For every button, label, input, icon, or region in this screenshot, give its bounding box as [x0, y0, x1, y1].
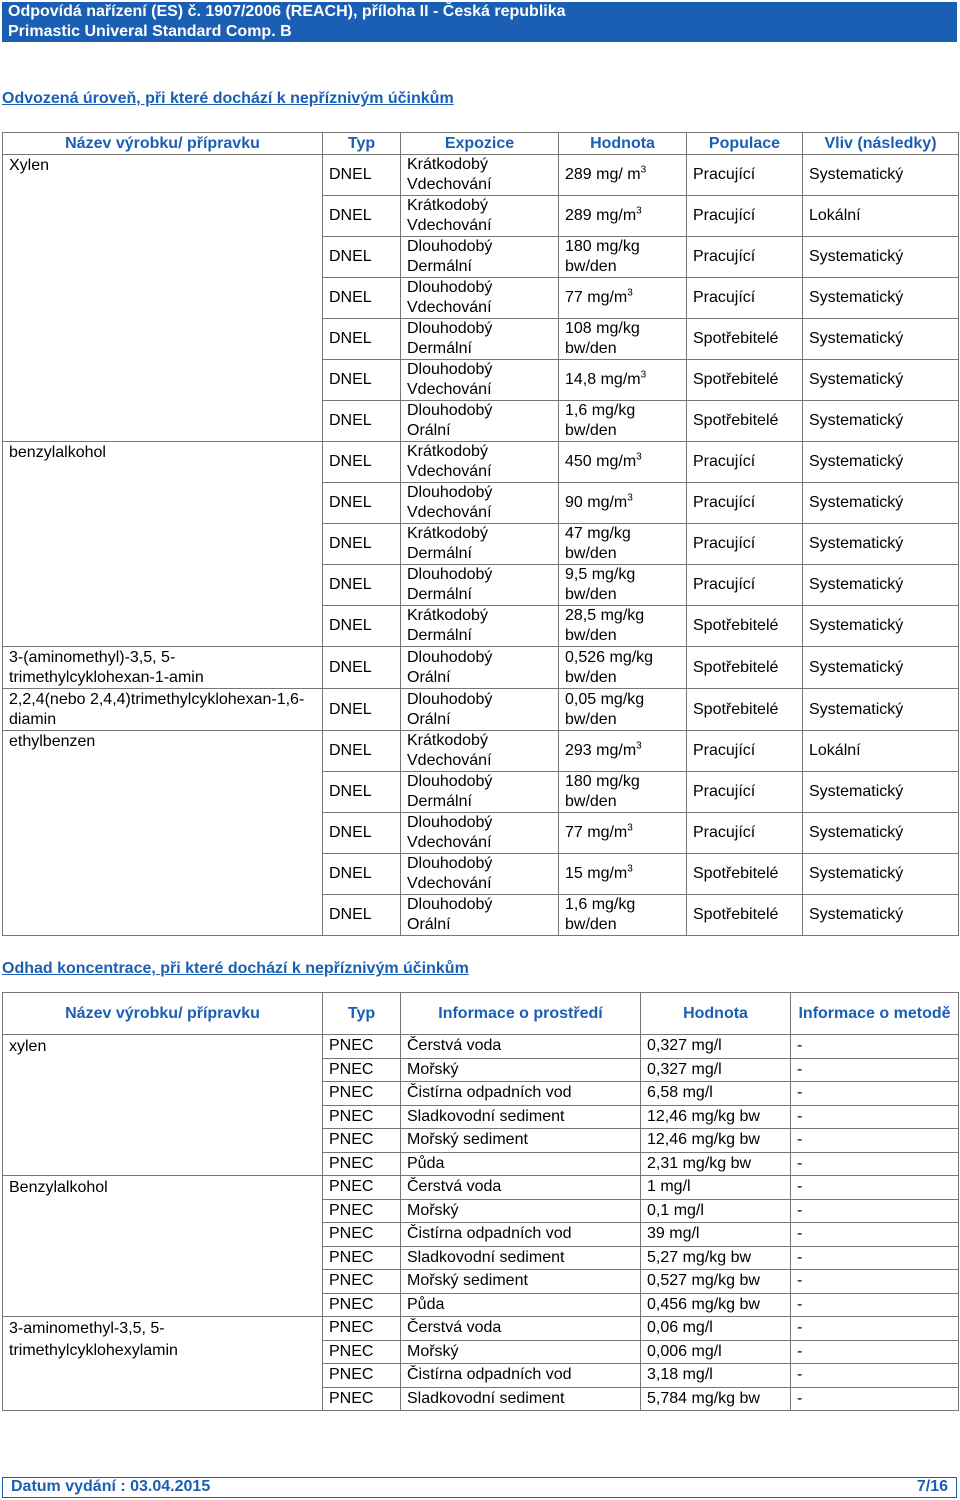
pnec-header-row	[3, 993, 959, 1035]
effect-cell: Systematický	[803, 772, 959, 813]
population-cell: Pracující	[687, 772, 803, 813]
exposure-duration: Dlouhodobý	[407, 238, 493, 255]
method-cell: -	[791, 1176, 959, 1200]
value-cell	[559, 360, 687, 401]
effect-cell: Systematický	[803, 278, 959, 319]
value-unit: bw/den	[565, 668, 617, 686]
substance-name: ethylbenzen	[3, 731, 323, 936]
value-text: 108 mg/kg	[565, 320, 640, 337]
environment-cell: Čistírna odpadních vod	[401, 1364, 641, 1388]
pnec-section-title: Odhad koncentrace, při které dochází k nepříznivým účinkům	[2, 960, 469, 977]
exposure-duration: Krátkodobý	[407, 197, 488, 214]
value-cell	[559, 442, 687, 483]
value-cell: 5,27 mg/kg bw	[641, 1246, 791, 1270]
value-cell	[559, 689, 687, 731]
document-header	[2, 2, 957, 42]
value-text: 47 mg/kg	[565, 525, 631, 542]
type-cell: DNEL	[323, 689, 401, 731]
exposure-cell	[401, 772, 559, 813]
value-amount	[565, 165, 680, 185]
type-cell: DNEL	[323, 606, 401, 647]
method-cell: -	[791, 1082, 959, 1106]
exposure-route: Dermální	[407, 627, 472, 644]
value-text: 289 mg/ m	[565, 166, 641, 183]
substance-name: 2,2,4(nebo 2,4,4)trimethylcyklohexan-1,6-diamin	[3, 689, 323, 731]
population-cell: Pracující	[687, 442, 803, 483]
col-header-name: Název výrobku/ přípravku	[3, 993, 323, 1035]
exposure-cell	[401, 196, 559, 237]
value-cell: 0,527 mg/kg bw	[641, 1270, 791, 1294]
value-exponent: 3	[640, 164, 647, 176]
dnel-row	[3, 731, 959, 772]
type-cell: DNEL	[323, 196, 401, 237]
environment-cell: Sladkovodní sediment	[401, 1246, 641, 1270]
exposure-duration: Krátkodobý	[407, 156, 488, 173]
value-cell	[559, 401, 687, 442]
type-cell: PNEC	[323, 1270, 401, 1294]
exposure-duration: Krátkodobý	[407, 443, 488, 460]
substance-name: 3-(aminomethyl)-3,5, 5-trimethylcyklohexan-1-amin	[3, 647, 323, 689]
type-cell: DNEL	[323, 647, 401, 689]
type-cell: DNEL	[323, 895, 401, 936]
exposure-cell	[401, 689, 559, 731]
value-cell: 0,456 mg/kg bw	[641, 1293, 791, 1317]
col-header-type: Typ	[323, 133, 401, 155]
method-cell: -	[791, 1223, 959, 1247]
value-text: 77 mg/m	[565, 289, 628, 306]
value-cell	[559, 606, 687, 647]
effect-cell: Systematický	[803, 442, 959, 483]
value-amount	[565, 741, 680, 761]
type-cell: PNEC	[323, 1152, 401, 1176]
value-text: 90 mg/m	[565, 494, 628, 511]
value-cell	[559, 647, 687, 689]
population-cell: Pracující	[687, 237, 803, 278]
value-cell: 2,31 mg/kg bw	[641, 1152, 791, 1176]
exposure-duration: Dlouhodobý	[407, 855, 493, 872]
value-exponent: 3	[636, 740, 642, 752]
product-name: Primastic Univeral Standard Comp. B	[8, 23, 292, 40]
value-cell: 12,46 mg/kg bw	[641, 1105, 791, 1129]
value-unit: bw/den	[565, 916, 617, 933]
exposure-route: Dermální	[407, 793, 472, 810]
value-amount	[565, 319, 680, 339]
exposure-duration: Dlouhodobý	[407, 566, 493, 583]
value-cell	[559, 731, 687, 772]
exposure-duration: Dlouhodobý	[407, 896, 493, 913]
environment-cell: Sladkovodní sediment	[401, 1105, 641, 1129]
exposure-route: Orální	[407, 916, 451, 933]
value-unit: bw/den	[565, 422, 617, 439]
value-cell	[559, 524, 687, 565]
exposure-route: Orální	[407, 422, 451, 439]
method-cell: -	[791, 1364, 959, 1388]
exposure-duration: Krátkodobý	[407, 525, 488, 542]
pnec-table	[2, 992, 959, 1411]
value-amount	[565, 524, 680, 544]
exposure-route: Orální	[407, 710, 451, 728]
type-cell: PNEC	[323, 1246, 401, 1270]
type-cell: DNEL	[323, 360, 401, 401]
col-header-value: Hodnota	[641, 993, 791, 1035]
value-cell: 3,18 mg/l	[641, 1364, 791, 1388]
exposure-cell	[401, 155, 559, 196]
exposure-route: Dermální	[407, 258, 472, 275]
method-cell: -	[791, 1246, 959, 1270]
type-cell: PNEC	[323, 1317, 401, 1341]
type-cell: DNEL	[323, 731, 401, 772]
value-cell	[559, 565, 687, 606]
population-cell: Pracující	[687, 731, 803, 772]
value-cell	[559, 278, 687, 319]
effect-cell: Systematický	[803, 360, 959, 401]
value-cell: 39 mg/l	[641, 1223, 791, 1247]
method-cell: -	[791, 1199, 959, 1223]
effect-cell: Systematický	[803, 689, 959, 731]
value-cell: 0,006 mg/l	[641, 1340, 791, 1364]
type-cell: PNEC	[323, 1129, 401, 1153]
type-cell: PNEC	[323, 1199, 401, 1223]
type-cell: PNEC	[323, 1035, 401, 1059]
value-text: 9,5 mg/kg	[565, 566, 636, 583]
value-exponent: 3	[627, 287, 633, 299]
value-text: 289 mg/m	[565, 207, 637, 224]
exposure-duration: Dlouhodobý	[407, 690, 493, 708]
type-cell: DNEL	[323, 237, 401, 278]
population-cell: Spotřebitelé	[687, 854, 803, 895]
value-amount	[565, 206, 680, 226]
environment-cell: Mořský	[401, 1199, 641, 1223]
effect-cell: Systematický	[803, 895, 959, 936]
value-text: 14,8 mg/m	[565, 371, 641, 388]
dnel-row	[3, 647, 959, 689]
environment-cell: Sladkovodní sediment	[401, 1387, 641, 1411]
value-cell	[559, 237, 687, 278]
type-cell: DNEL	[323, 155, 401, 196]
value-cell	[559, 483, 687, 524]
method-cell: -	[791, 1152, 959, 1176]
method-cell: -	[791, 1105, 959, 1129]
value-cell	[559, 772, 687, 813]
exposure-cell	[401, 442, 559, 483]
exposure-route: Vdechování	[407, 875, 492, 892]
value-cell	[559, 319, 687, 360]
value-text: 15 mg/m	[565, 865, 628, 882]
population-cell: Pracující	[687, 483, 803, 524]
type-cell: DNEL	[323, 813, 401, 854]
type-cell: DNEL	[323, 483, 401, 524]
exposure-duration: Dlouhodobý	[407, 361, 493, 378]
exposure-cell	[401, 483, 559, 524]
population-cell: Spotřebitelé	[687, 606, 803, 647]
exposure-duration: Dlouhodobý	[407, 773, 493, 790]
environment-cell: Mořský	[401, 1340, 641, 1364]
type-cell: DNEL	[323, 524, 401, 565]
exposure-route: Vdechování	[407, 463, 492, 480]
exposure-cell	[401, 237, 559, 278]
population-cell: Pracující	[687, 155, 803, 196]
population-cell: Pracující	[687, 278, 803, 319]
exposure-cell	[401, 606, 559, 647]
value-cell: 5,784 mg/kg bw	[641, 1387, 791, 1411]
exposure-duration: Dlouhodobý	[407, 402, 493, 419]
exposure-cell	[401, 731, 559, 772]
type-cell: DNEL	[323, 565, 401, 606]
exposure-duration: Krátkodobý	[407, 732, 488, 749]
value-exponent: 3	[640, 369, 647, 381]
pnec-row	[3, 1035, 959, 1059]
type-cell: PNEC	[323, 1105, 401, 1129]
type-cell: PNEC	[323, 1364, 401, 1388]
exposure-cell	[401, 854, 559, 895]
effect-cell: Systematický	[803, 155, 959, 196]
value-text: 0,526 mg/kg	[565, 648, 654, 666]
population-cell: Spotřebitelé	[687, 895, 803, 936]
page-number: 7/16	[916, 1478, 948, 1495]
value-amount	[565, 401, 680, 421]
value-cell: 1 mg/l	[641, 1176, 791, 1200]
exposure-cell	[401, 565, 559, 606]
value-amount	[565, 237, 680, 257]
exposure-cell	[401, 278, 559, 319]
population-cell: Spotřebitelé	[687, 360, 803, 401]
page-footer	[2, 1477, 957, 1498]
exposure-duration: Dlouhodobý	[407, 320, 493, 337]
environment-cell: Čistírna odpadních vod	[401, 1223, 641, 1247]
value-unit: bw/den	[565, 545, 617, 562]
value-text: 0,05 mg/kg	[565, 690, 645, 708]
exposure-duration: Dlouhodobý	[407, 648, 493, 666]
effect-cell: Systematický	[803, 483, 959, 524]
exposure-cell	[401, 360, 559, 401]
col-header-method: Informace o metodě	[791, 993, 959, 1035]
effect-cell: Systematický	[803, 565, 959, 606]
value-cell: 0,1 mg/l	[641, 1199, 791, 1223]
value-unit: bw/den	[565, 627, 617, 644]
value-cell: 12,46 mg/kg bw	[641, 1129, 791, 1153]
environment-cell: Mořský sediment	[401, 1129, 641, 1153]
method-cell: -	[791, 1387, 959, 1411]
type-cell: DNEL	[323, 401, 401, 442]
pnec-row	[3, 1317, 959, 1341]
value-amount	[565, 565, 680, 585]
environment-cell: Čistírna odpadních vod	[401, 1082, 641, 1106]
substance-name: 3-aminomethyl-3,5, 5-trimethylcyklohexylamin	[3, 1317, 323, 1411]
value-unit: bw/den	[565, 340, 617, 357]
value-cell	[559, 196, 687, 237]
dnel-header-row	[3, 133, 959, 155]
effect-cell: Systematický	[803, 606, 959, 647]
value-text: 1,6 mg/kg	[565, 402, 636, 419]
population-cell: Pracující	[687, 196, 803, 237]
method-cell: -	[791, 1317, 959, 1341]
dnel-row	[3, 689, 959, 731]
value-text: 450 mg/m	[565, 453, 637, 470]
value-text: 180 mg/kg	[565, 773, 640, 790]
effect-cell: Systematický	[803, 647, 959, 689]
value-amount	[565, 895, 680, 915]
environment-cell: Čerstvá voda	[401, 1176, 641, 1200]
exposure-route: Vdechování	[407, 217, 492, 234]
value-unit: bw/den	[565, 710, 617, 728]
method-cell: -	[791, 1340, 959, 1364]
exposure-route: Dermální	[407, 586, 472, 603]
value-cell	[559, 155, 687, 196]
value-amount	[565, 823, 680, 843]
effect-cell: Systematický	[803, 319, 959, 360]
dnel-section-title: Odvozená úroveň, při které dochází k nepříznivým účinkům	[2, 90, 454, 107]
value-unit: bw/den	[565, 586, 617, 603]
effect-cell: Lokální	[803, 731, 959, 772]
environment-cell: Půda	[401, 1293, 641, 1317]
method-cell: -	[791, 1129, 959, 1153]
value-cell: 0,327 mg/l	[641, 1035, 791, 1059]
exposure-cell	[401, 524, 559, 565]
substance-name: Xylen	[3, 155, 323, 442]
substance-name: benzylalkohol	[3, 442, 323, 647]
exposure-route: Dermální	[407, 340, 472, 357]
environment-cell: Čerstvá voda	[401, 1035, 641, 1059]
value-exponent: 3	[627, 822, 633, 834]
type-cell: DNEL	[323, 442, 401, 483]
exposure-route: Vdechování	[407, 834, 492, 851]
value-unit: bw/den	[565, 258, 617, 275]
issue-date: Datum vydání : 03.04.2015	[11, 1478, 211, 1495]
population-cell: Spotřebitelé	[687, 319, 803, 360]
method-cell: -	[791, 1270, 959, 1294]
method-cell: -	[791, 1035, 959, 1059]
value-amount	[565, 370, 680, 390]
value-amount	[565, 452, 680, 472]
exposure-route: Vdechování	[407, 504, 492, 521]
value-text: 293 mg/m	[565, 742, 637, 759]
dnel-row	[3, 155, 959, 196]
type-cell: DNEL	[323, 854, 401, 895]
exposure-route: Vdechování	[407, 299, 492, 316]
exposure-duration: Dlouhodobý	[407, 484, 493, 501]
effect-cell: Systematický	[803, 524, 959, 565]
value-exponent: 3	[636, 205, 642, 217]
exposure-cell	[401, 319, 559, 360]
exposure-route: Orální	[407, 668, 451, 686]
value-cell	[559, 895, 687, 936]
value-amount	[565, 606, 680, 626]
effect-cell: Systematický	[803, 813, 959, 854]
type-cell: PNEC	[323, 1293, 401, 1317]
population-cell: Pracující	[687, 813, 803, 854]
exposure-cell	[401, 895, 559, 936]
environment-cell: Čerstvá voda	[401, 1317, 641, 1341]
effect-cell: Systematický	[803, 854, 959, 895]
value-cell: 0,327 mg/l	[641, 1058, 791, 1082]
type-cell: PNEC	[323, 1082, 401, 1106]
col-header-value: Hodnota	[559, 133, 687, 155]
col-header-type: Typ	[323, 993, 401, 1035]
effect-cell: Lokální	[803, 196, 959, 237]
value-exponent: 3	[636, 451, 642, 463]
value-text: 180 mg/kg	[565, 238, 640, 255]
environment-cell: Mořský sediment	[401, 1270, 641, 1294]
value-amount	[565, 493, 680, 513]
exposure-duration: Dlouhodobý	[407, 814, 493, 831]
value-exponent: 3	[627, 863, 633, 875]
population-cell: Spotřebitelé	[687, 647, 803, 689]
value-amount	[565, 864, 680, 884]
value-amount	[565, 288, 680, 308]
col-header-environment: Informace o prostředí	[401, 993, 641, 1035]
environment-cell: Půda	[401, 1152, 641, 1176]
method-cell: -	[791, 1293, 959, 1317]
regulation-title: Odpovídá nařízení (ES) č. 1907/2006 (REACH), příloha II - Česká republika	[8, 3, 566, 20]
type-cell: PNEC	[323, 1223, 401, 1247]
environment-cell: Mořský	[401, 1058, 641, 1082]
value-cell: 0,06 mg/l	[641, 1317, 791, 1341]
population-cell: Pracující	[687, 524, 803, 565]
exposure-cell	[401, 401, 559, 442]
value-amount	[565, 772, 680, 792]
substance-name: Benzylalkohol	[3, 1176, 323, 1317]
exposure-route: Dermální	[407, 545, 472, 562]
dnel-row	[3, 442, 959, 483]
exposure-duration: Dlouhodobý	[407, 279, 493, 296]
value-cell	[559, 854, 687, 895]
value-unit: bw/den	[565, 793, 617, 810]
value-exponent: 3	[627, 492, 633, 504]
col-header-exposure: Expozice	[401, 133, 559, 155]
exposure-route: Vdechování	[407, 381, 492, 398]
col-header-population: Populace	[687, 133, 803, 155]
value-text: 77 mg/m	[565, 824, 628, 841]
exposure-route: Vdechování	[407, 752, 492, 769]
pnec-row	[3, 1176, 959, 1200]
substance-name: xylen	[3, 1035, 323, 1176]
exposure-duration: Krátkodobý	[407, 607, 488, 624]
exposure-route: Vdechování	[407, 176, 492, 193]
type-cell: DNEL	[323, 319, 401, 360]
population-cell: Pracující	[687, 565, 803, 606]
type-cell: PNEC	[323, 1176, 401, 1200]
value-amount	[565, 690, 680, 710]
exposure-cell	[401, 813, 559, 854]
type-cell: DNEL	[323, 278, 401, 319]
value-text: 1,6 mg/kg	[565, 896, 636, 913]
exposure-cell	[401, 647, 559, 689]
value-cell	[559, 813, 687, 854]
value-text: 28,5 mg/kg	[565, 607, 645, 624]
effect-cell: Systematický	[803, 401, 959, 442]
type-cell: PNEC	[323, 1387, 401, 1411]
dnel-table	[2, 132, 959, 936]
value-amount	[565, 648, 680, 668]
method-cell: -	[791, 1058, 959, 1082]
col-header-name: Název výrobku/ přípravku	[3, 133, 323, 155]
population-cell: Spotřebitelé	[687, 401, 803, 442]
type-cell: PNEC	[323, 1340, 401, 1364]
effect-cell: Systematický	[803, 237, 959, 278]
value-cell: 6,58 mg/l	[641, 1082, 791, 1106]
col-header-effect: Vliv (následky)	[803, 133, 959, 155]
population-cell: Spotřebitelé	[687, 689, 803, 731]
type-cell: DNEL	[323, 772, 401, 813]
type-cell: PNEC	[323, 1058, 401, 1082]
